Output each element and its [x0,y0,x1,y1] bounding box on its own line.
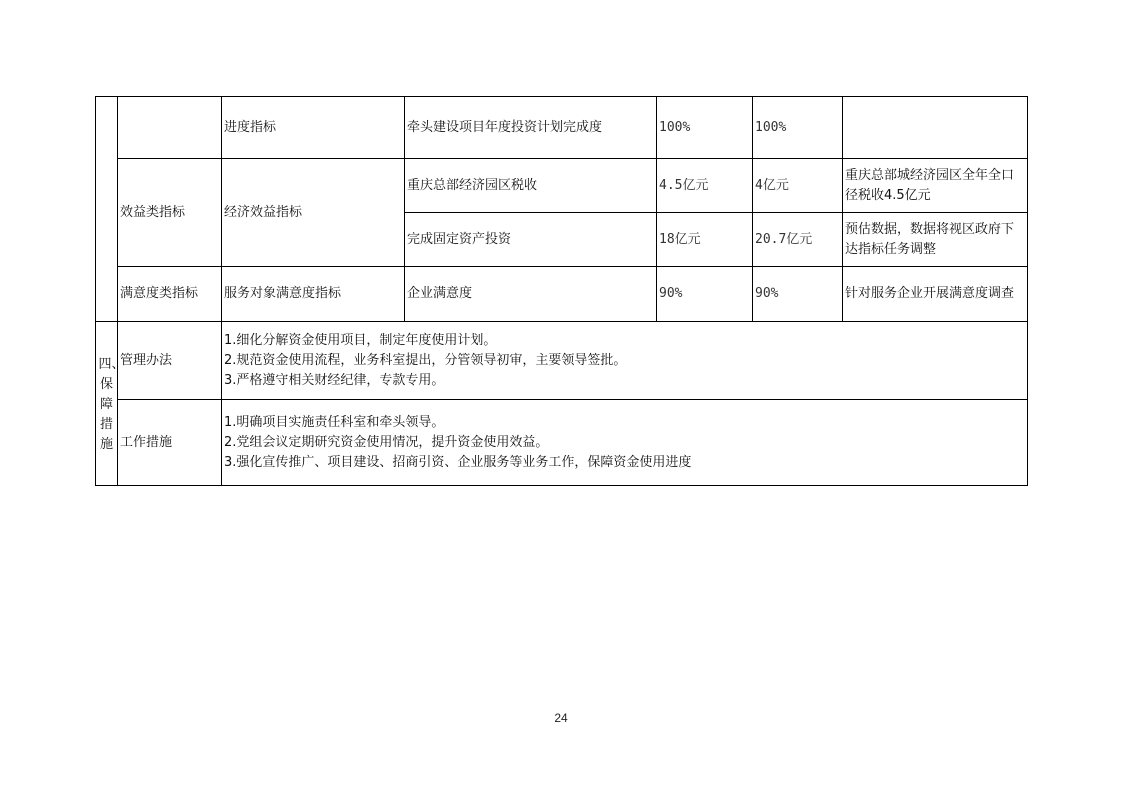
level3-progress: 进度指标 [222,97,405,159]
work-line-2: 2.党组会议定期研究资金使用情况，提升资金使用效益。 [224,434,549,450]
target-progress: 100% [657,97,753,159]
level2-benefit: 效益类指标 [118,159,222,267]
note-investment: 预估数据，数据将视区政府下达指标任务调整 [843,213,1028,267]
management-line-1: 1.细化分解资金使用项目，制定年度使用计划。 [224,332,497,348]
item-investment: 完成固定资产投资 [405,213,657,267]
work-label: 工作措施 [118,400,222,486]
table-row [96,97,1028,159]
actual-tax: 4亿元 [753,159,843,213]
item-satisfaction: 企业满意度 [405,267,657,322]
management-line-2: 2.规范资金使用流程，业务科室提出，分管领导初审，主要领导签批。 [224,352,627,368]
blank-level2-cell [118,97,222,159]
actual-satisfaction: 90% [753,267,843,322]
level3-satisfaction: 服务对象满意度指标 [222,267,405,322]
table-row [96,322,1028,400]
table-row [96,159,1028,213]
table-row [96,267,1028,322]
management-label: 管理办法 [118,322,222,400]
management-line-3: 3.严格遵守相关财经纪律，专款专用。 [224,372,445,388]
performance-indicator-table [95,96,1028,486]
actual-investment: 20.7亿元 [753,213,843,267]
page-number: 24 [554,711,568,725]
level2-satisfaction: 满意度类指标 [118,267,222,322]
item-progress: 牵头建设项目年度投资计划完成度 [405,97,657,159]
blank-section-cell [96,97,118,322]
section-label-cell [96,322,125,486]
work-content [222,400,1028,486]
actual-progress: 100% [753,97,843,159]
item-tax: 重庆总部经济园区税收 [405,159,657,213]
work-line-3: 3.强化宣传推广、项目建设、招商引资、企业服务等业务工作，保障资金使用进度 [224,454,692,470]
target-satisfaction: 90% [657,267,753,322]
note-satisfaction: 针对服务企业开展满意度调查 [843,267,1028,322]
target-tax: 4.5亿元 [657,159,753,213]
note-tax: 重庆总部城经济园区全年全口径税收4.5亿元 [843,159,1028,213]
work-line-1: 1.明确项目实施责任科室和牵头领导。 [224,414,445,430]
level3-benefit: 经济效益指标 [222,159,405,267]
section-label: 四、保障措施 [98,356,125,452]
target-investment: 18亿元 [657,213,753,267]
table-row [96,400,1028,486]
note-progress [843,97,1028,159]
management-content [222,322,1028,400]
